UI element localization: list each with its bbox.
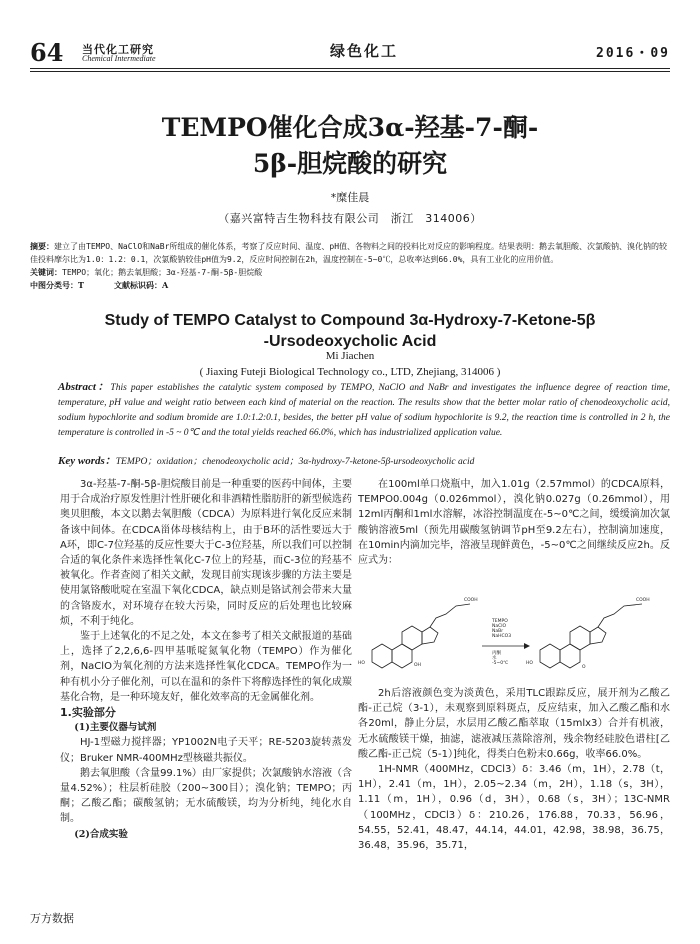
group-label: OH: [414, 663, 421, 668]
classification: 中图分类号：T: [30, 280, 84, 290]
reagent-label: NaHCO3: [492, 634, 512, 639]
body-right-column-bottom: [358, 686, 670, 853]
body-paragraph: 3α-羟基-7-酮-5β-胆烷酸目前是一种重要的医药中间体，主要用于合成治疗原发性胆汁性肝硬化和非酒精性脂肪肝的新型候选药奥贝胆酸，本文以鹅去氧胆酸（CDCA）为原料进行氧化反应来制备该中间体。在CDCA甾体母核结构上，由于B环的活性要远大于A环，即C-7位羟基的反应性要大于C-3位羟基，所以我们可以控制合适的氧化条件来选择性氧化C-7位上的羟基，而C-3位的羟基不被氧化。作者查阅了相关文献，发现目前实现该步骤的方法主要是使用氯铬酸吡啶在室温下氧化CDCA，缺点则是铬试剂会带来大量的含铬废水，对环境存在较大污染，同时反应的后处理也比较麻烦，不利于纯化。: [60, 479, 352, 627]
journal-name: 当代化工研究: [82, 43, 154, 56]
keywords-label: 关键词：: [30, 267, 62, 277]
english-author: Mi Jiachen: [325, 350, 375, 362]
article-title: [60, 110, 640, 182]
affiliation: （嘉兴富特吉生物科技有限公司 浙江 314006）: [218, 212, 482, 225]
title-line-2: 5β-胆烷酸的研究: [252, 149, 448, 178]
english-title: [90, 310, 610, 352]
page-header: [30, 38, 670, 68]
reagent-label: NaBr: [492, 629, 504, 634]
workup-paragraph: 2h后溶液颜色变为淡黄色，采用TLC跟踪反应，展开剂为乙酸乙酯-正己烷（3-1），未观察到原料斑点，反应结束，加入乙酸乙酯和水各20ml，静止分层，水层用乙酸乙酯萃取（15mlx3）合并有机液，无水硫酸镁干燥，抽滤，滤液减压蒸除溶剂，残余物经硅胶色谱柱[乙酸乙酯-正己烷（5-1）]纯化，得类白色粉末0.66g，收率66.0%。: [358, 688, 670, 760]
english-abstract: Abstract：This paper establishes the catalytic system composed by TEMPO, NaClO and NaBr and investigates the influence degree of reaction time, temperature, pH value and weight ratio between each kind of material on the reaction. The results show that the better molar ratio of chenodeoxycholic acid, sodium hypochlorite and sodium bromide are 1.0:1.2:0.1, besides, the better pH value of sodium hypochlorite is 9.2, the reaction time is controlled in 2 h, the temperature is controlled in -5 ~ 0℃ and the total yields reached 66.0%, which has industrialized application value.: [58, 381, 670, 438]
title-line-1: TEMPO催化合成3α-羟基-7-酮-: [161, 113, 539, 142]
group-label: O: [582, 665, 586, 670]
en-keywords-label: Key words: [58, 455, 105, 467]
en-abstract-text: This paper establishes the catalytic system composed by TEMPO, NaClO and NaBr and investigates the influence degree of reaction time, temperature, pH value and weight ratio between each kind of material on the reaction. The results show that the better molar ratio of chenodeoxycholic acid, sodium hypochlorite and sodium bromide are 1.0:1.2:0.1, besides, the better pH value of sodium hypochlorite is 9.2, the reaction time is controlled in 2 h, the temperature is controlled in -5 ~ 0℃ and the total yields reached 66.0%, which has industrialized application value.: [58, 383, 670, 438]
abstract-text: 建立了由TEMPO、NaClO和NaBr所组成的催化体系，考察了反应时间、温度、pH值、各物料之间的投料比对反应的影响程度。结果表明：鹅去氧胆酸、次氯酸钠、溴化钠的较佳投料摩尔比为1.0：1.2：0.1，次氯酸钠较佳pH值为9.2，反应时间控制在2h，温度控制在-5~0℃，总收率达到66.0%，具有工业化的应用价值。: [30, 242, 668, 264]
body-paragraph: 鉴于上述氧化的不足之处，本文在参考了相关文献报道的基础上，选择了2,2,6,6-四甲基哌啶氮氧化物（TEMPO）作为催化剂，NaClO为氧化剂的方法来选择性氧化CDCA。TEMPO作为一种有机小分子催化剂，可以在温和的条件下将醇选择性的氧化成羰基化合物，是一种环境友好，催化效率高的无金属催化剂。: [60, 631, 352, 703]
en-abstract-label: Abstract: [58, 381, 96, 393]
subsection-heading: (2)合成实验: [74, 828, 128, 840]
issue-number: 2016・09: [596, 46, 670, 61]
journal-name-en: Chemical Intermediate: [82, 54, 156, 63]
reagent-label: TEMPO: [492, 619, 508, 624]
reagent-label: 水: [492, 656, 497, 661]
group-label: HO: [358, 661, 365, 666]
en-title-line-2: -Ursodeoxycholic Acid: [263, 333, 437, 350]
english-keywords: Key words：TEMPO；oxidation；chenodeoxycholic acid；3α-hydroxy-7-ketone-5β-ursodeoxycholic acid: [58, 455, 475, 467]
reagent-label: 丙酮: [492, 651, 501, 656]
en-keywords-text: TEMPO；oxidation；chenodeoxycholic acid；3α-hydroxy-7-ketone-5β-ursodeoxycholic acid: [115, 457, 475, 467]
reagent-label: -5~0℃: [492, 661, 509, 666]
en-title-line-1: Study of TEMPO Catalyst to Compound 3α-Hydroxy-7-Ketone-5β: [104, 312, 596, 329]
synthesis-paragraph: 在100ml单口烧瓶中，加入1.01g（2.57mmol）的CDCA原料，TEMPO0.004g（0.026mmol），溴化钠0.027g（0.26mmol），用12ml丙酮和1ml水溶解，冰浴控制温度在-5~0℃之间，缓缓滴加次氯酸钠溶液5ml（预先用碳酸氢钠调节pH至9.2左右），控制滴加速度，在10min内滴加完毕，溶液呈现鲜黄色，-5~0℃之间继续反应2h。反应式为：: [358, 479, 670, 567]
reaction-arrowhead: [524, 643, 530, 649]
column-name: 绿色化工: [330, 42, 399, 60]
reactant-structure: [372, 604, 470, 668]
product-structure: [540, 604, 642, 668]
keywords-text: TEMPO；氧化；鹅去氧胆酸；3α-羟基-7-酮-5β-胆烷酸: [62, 268, 263, 277]
reaction-scheme: [352, 580, 670, 680]
body-left-column: [60, 477, 352, 842]
author: *糜佳晨: [330, 191, 370, 204]
section-heading: 1.实验部分: [60, 706, 116, 720]
group-label: HO: [526, 661, 533, 666]
group-label: COOH: [636, 598, 650, 603]
english-affiliation: ( Jiaxing Futeji Biological Technology co., LTD, Zhejiang, 314006 ): [199, 366, 501, 378]
page-number: 64: [30, 38, 64, 67]
body-right-column-top: [358, 477, 670, 568]
subsection-heading: (1)主要仪器与试剂: [74, 722, 157, 734]
header-rule-2: [30, 71, 670, 72]
group-label: COOH: [464, 598, 478, 603]
nmr-paragraph: 1H-NMR（400MHz，CDCl3）δ：3.46（m，1H），2.78（t，1H），2.41（m，1H），2.05~2.34（m，2H），1.18（s，3H），1.11（m，1H），0.96（d，3H），0.68（s，3H）；13C-NMR（100MHz，CDCl3）δ：210.26，176.88，70.33，56.96，54.55，52.41，48.47，44.14，44.01，42.98，38.98，36.75，36.48，35.96，35.71，: [358, 764, 670, 852]
footer-publisher: 万方数据: [30, 912, 74, 925]
reagent-label: NaClO: [492, 624, 507, 629]
doc-code: 文献标识码：A: [113, 280, 169, 290]
chinese-abstract: [30, 240, 670, 292]
abstract-label: 摘要：: [30, 241, 54, 251]
instruments-paragraph: HJ-1型磁力搅拌器；YP1002N电子天平；RE-5203旋转蒸发仪；Bruker NMR-400MHz型核磁共振仪。: [60, 737, 352, 764]
reagents-paragraph: 鹅去氧胆酸（含量99.1%）由厂家提供；次氯酸钠水溶液（含量4.52%）；柱层析硅胶（200~300目）；溴化钠；TEMPO；丙酮；乙酸乙酯；碳酸氢钠；无水硫酸镁，均为分析纯，纯化水自制。: [60, 767, 352, 825]
header-rule: [30, 68, 670, 69]
